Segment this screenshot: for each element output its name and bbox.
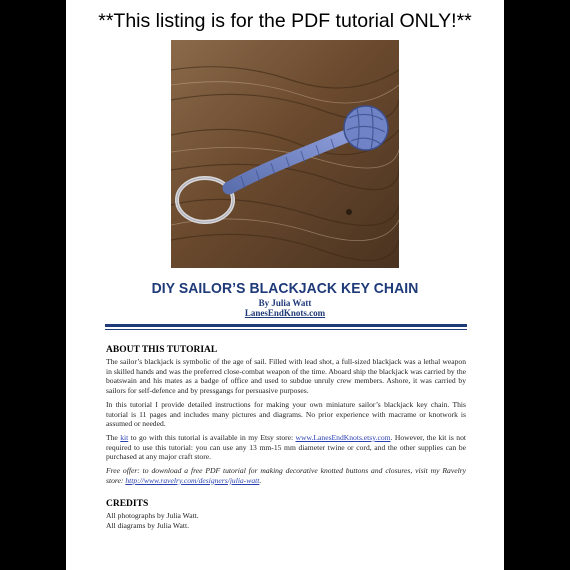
credits-line-diagrams: All diagrams by Julia Watt. (106, 521, 189, 530)
divider-thin (105, 329, 467, 330)
ravelry-link[interactable]: http://www.ravelry.com/designers/julia-watt (125, 475, 260, 485)
pdf-only-banner: **This listing is for the PDF tutorial ONLY!** (98, 10, 472, 32)
para3-text-c: . However, the kit is not required to use this tutorial: you can use any 13 mm-15 mm diameter twine or cord, and the other supplies can be purchased at any major craft store. (106, 433, 466, 462)
para3-text-a: The (106, 433, 121, 442)
kit-link[interactable]: kit (120, 433, 129, 442)
para3-text-b: to go with this tutorial is available in my Etsy store: (128, 433, 296, 442)
credits-line-photos: All photographs by Julia Watt. (106, 511, 199, 520)
about-paragraph-3 (106, 433, 466, 462)
divider-thick (105, 324, 467, 327)
about-paragraph-1: The sailor’s blackjack is symbolic of the age of sail. Filled with lead shot, a full-sized blackjack was a lethal weapon in skilled hands and was the preferred close-combat weapon of the time. Aboard ship the blackjack was carried by the boatswain and his mates as a badge of office and used to subdue unruly crew members. Ashore, it was carried by sailors for self-defence and by pressgangs for persuasive purposes. (106, 357, 466, 395)
author-byline: By Julia Watt (258, 298, 312, 308)
offer-text-a: Free offer: to download a free PDF tutorial for making decorative knotted buttons and closures, visit my Ravelry store: (106, 466, 466, 485)
free-offer-paragraph (106, 466, 466, 485)
document-title: DIY SAILOR’S BLACKJACK KEY CHAIN (151, 280, 419, 297)
about-paragraph-2: In this tutorial I provide detailed instructions for making your own miniature sailor’s blackjack key chain. This tutorial is 11 pages and includes many pictures and diagrams. No prior experience with macrame or knotwork is assumed or needed. (106, 400, 466, 429)
offer-text-b: . (259, 475, 262, 485)
about-heading: ABOUT THIS TUTORIAL (106, 345, 218, 355)
keychain-photo (171, 40, 399, 268)
website-link[interactable]: LanesEndKnots.com (244, 308, 326, 318)
credits-heading: CREDITS (106, 499, 149, 509)
etsy-store-link[interactable]: www.LanesEndKnots.etsy.com (295, 433, 391, 442)
